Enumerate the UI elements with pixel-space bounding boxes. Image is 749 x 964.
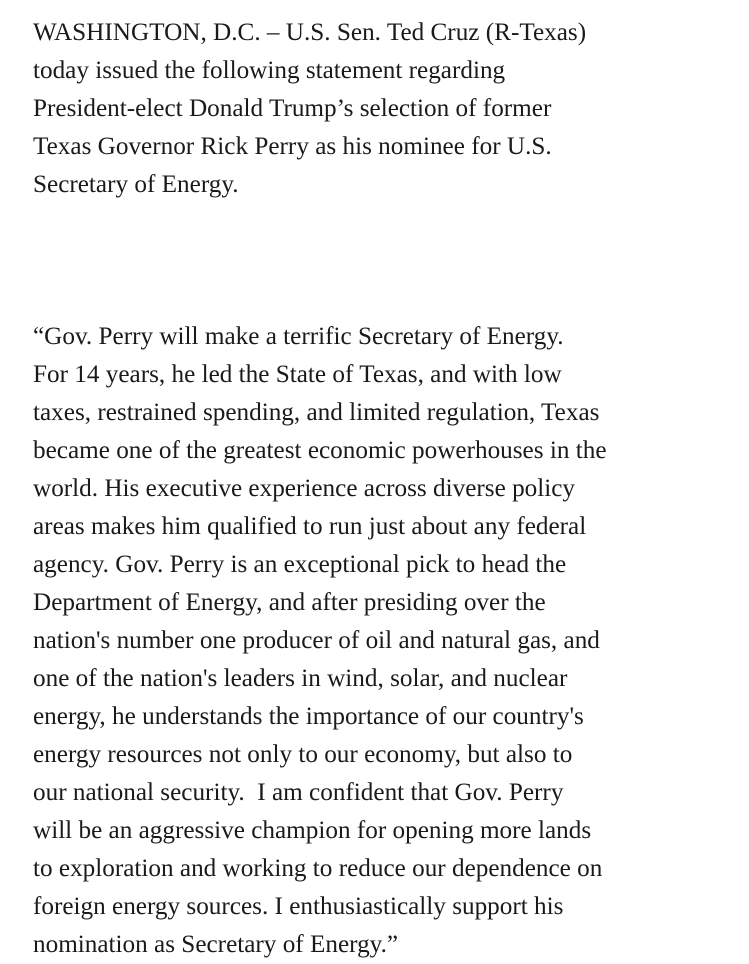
- text-line: will be an aggressive champion for opening more lands: [33, 817, 592, 844]
- text-line: nation's number one producer of oil and natural gas, and: [33, 627, 600, 654]
- text-line: areas makes him qualified to run just about any federal: [33, 513, 587, 540]
- text-line: Secretary of Energy.: [33, 171, 239, 198]
- text-line: President-elect Donald Trump’s selection of former: [33, 95, 552, 122]
- paragraph-spacer: [33, 204, 733, 318]
- text-line: foreign energy sources. I enthusiastically support his: [33, 893, 564, 920]
- text-line: taxes, restrained spending, and limited regulation, Texas: [33, 399, 600, 426]
- text-line: “Gov. Perry will make a terrific Secretary of Energy.: [33, 323, 564, 350]
- text-line: WASHINGTON, D.C. – U.S. Sen. Ted Cruz (R-Texas): [33, 19, 587, 46]
- text-line: our national security. I am confident that Gov. Perry: [33, 779, 564, 806]
- press-statement: [33, 14, 733, 964]
- text-line: nomination as Secretary of Energy.”: [33, 931, 399, 958]
- text-line: energy resources not only to our economy, but also to: [33, 741, 573, 768]
- text-line: became one of the greatest economic powerhouses in the: [33, 437, 607, 464]
- text-line: Department of Energy, and after presiding over the: [33, 589, 546, 616]
- intro-paragraph: [33, 14, 733, 204]
- text-line: For 14 years, he led the State of Texas, and with low: [33, 361, 562, 388]
- text-line: Texas Governor Rick Perry as his nominee for U.S.: [33, 133, 552, 160]
- text-line: today issued the following statement regarding: [33, 57, 506, 84]
- text-line: to exploration and working to reduce our dependence on: [33, 855, 603, 882]
- text-line: agency. Gov. Perry is an exceptional pick to head the: [33, 551, 567, 578]
- text-line: one of the nation's leaders in wind, solar, and nuclear: [33, 665, 568, 692]
- text-line: energy, he understands the importance of our country's: [33, 703, 584, 730]
- text-line: world. His executive experience across diverse policy: [33, 475, 576, 502]
- quote-paragraph: [33, 318, 733, 964]
